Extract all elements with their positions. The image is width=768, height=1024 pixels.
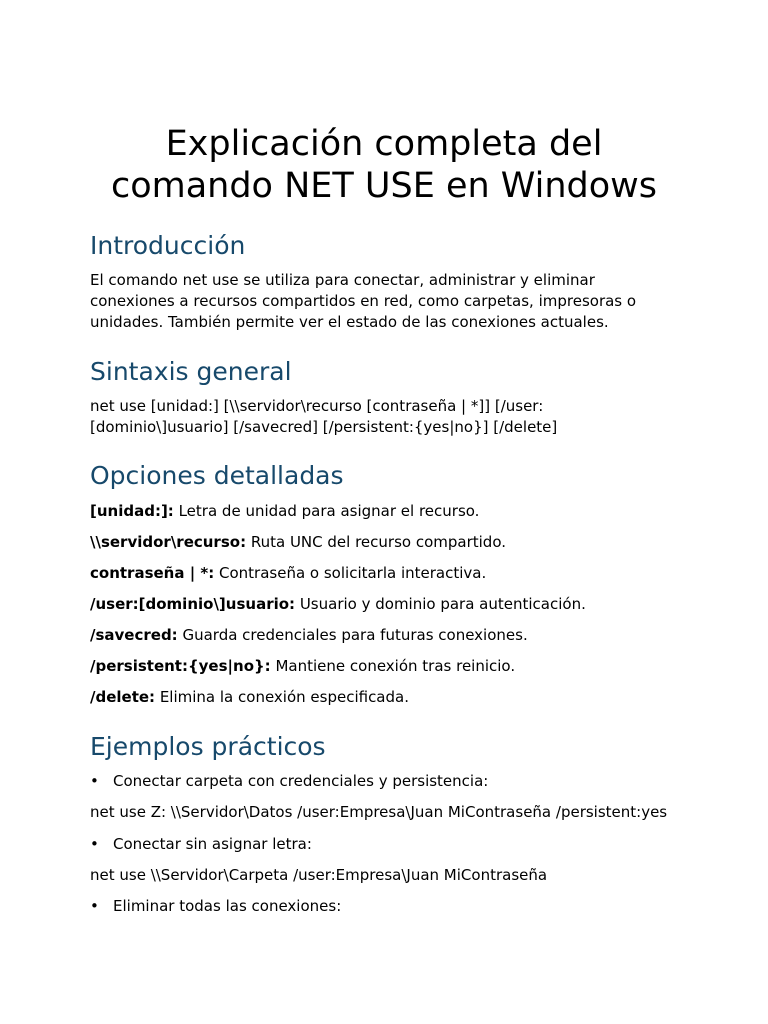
option-item — [90, 563, 486, 583]
option-term: /user:[dominio\]usuario: — [90, 595, 296, 613]
example-label: Conectar sin asignar letra: — [113, 835, 312, 853]
option-item — [90, 501, 479, 521]
bullet-icon: • — [90, 897, 99, 915]
option-item — [90, 625, 528, 645]
heading-introduccion: Introducción — [90, 231, 246, 260]
option-item — [90, 532, 506, 552]
option-desc: Elimina la conexión especificada. — [159, 688, 409, 706]
heading-sintaxis: Sintaxis general — [90, 357, 292, 386]
option-desc: Usuario y dominio para autenticación. — [299, 595, 586, 613]
option-desc: Guarda credenciales para futuras conexiones. — [182, 626, 528, 644]
option-term: contraseña | *: — [90, 564, 215, 582]
bullet-icon: • — [90, 772, 99, 790]
example-command: net use Z: \\Servidor\Datos /user:Empresa\Juan MiContraseña /persistent:yes — [90, 803, 668, 821]
option-term: /delete: — [90, 688, 156, 706]
option-term: [unidad:]: — [90, 502, 174, 520]
heading-opciones: Opciones detalladas — [90, 461, 344, 490]
bullet-icon: • — [90, 835, 99, 853]
example-label: Conectar carpeta con credenciales y persistencia: — [113, 772, 489, 790]
option-term: /savecred: — [90, 626, 178, 644]
option-desc: Contraseña o solicitarla interactiva. — [219, 564, 487, 582]
document-title — [0, 123, 768, 207]
option-term: \\servidor\recurso: — [90, 533, 247, 551]
option-desc: Letra de unidad para asignar el recurso. — [178, 502, 480, 520]
option-item — [90, 594, 586, 614]
example-command: net use \\Servidor\Carpeta /user:Empresa\Juan MiContraseña — [90, 866, 548, 884]
heading-ejemplos: Ejemplos prácticos — [90, 732, 326, 761]
title-line-1: Explicación completa del — [165, 124, 603, 164]
syntax-line-1: net use [unidad:] [\\servidor\recurso [contraseña | *]] [/user: — [90, 397, 544, 415]
option-item — [90, 687, 409, 707]
option-item — [90, 656, 515, 676]
title-line-2: comando NET USE en Windows — [110, 166, 658, 206]
example-label: Eliminar todas las conexiones: — [113, 897, 342, 915]
option-term: /persistent:{yes|no}: — [90, 657, 271, 675]
syntax-line-2: [dominio\]usuario] [/savecred] [/persistent:{yes|no}] [/delete] — [90, 418, 558, 436]
intro-paragraph: El comando net use se utiliza para conectar, administrar y eliminar conexiones a recursos compartidos en red, como carpetas, impresoras o unidades. También permite ver el estado de las conexiones actuales. — [90, 271, 637, 331]
option-desc: Mantiene conexión tras reinicio. — [275, 657, 516, 675]
option-desc: Ruta UNC del recurso compartido. — [250, 533, 506, 551]
